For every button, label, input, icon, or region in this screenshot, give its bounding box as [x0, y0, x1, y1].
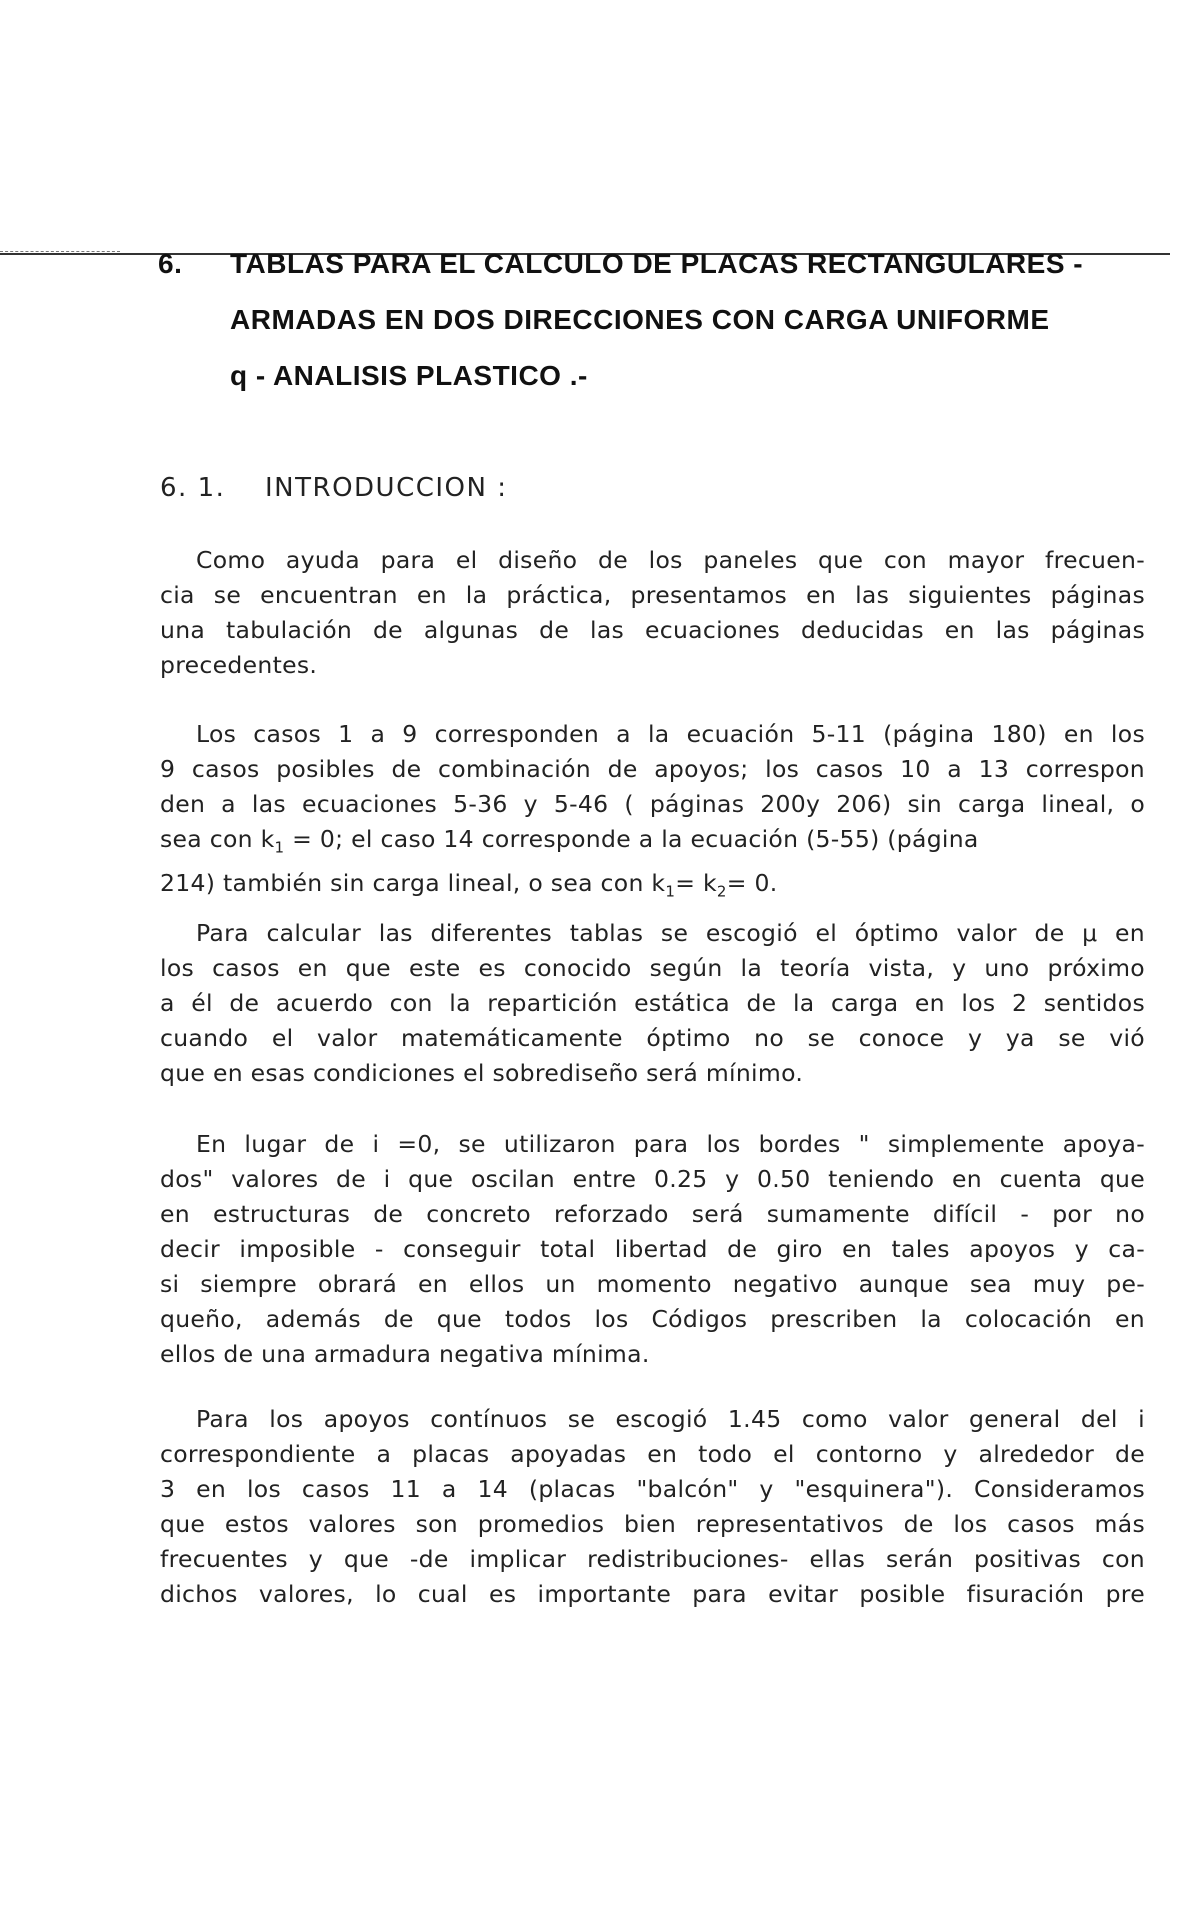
- title-line-2: ARMADAS EN DOS DIRECCIONES CON CARGA UNIFORME: [230, 304, 1050, 335]
- paragraph-4: [160, 1127, 1145, 1372]
- line-text: = 0.: [726, 868, 778, 897]
- scan-artifact-line: [0, 251, 120, 252]
- paragraph-line: queño, además de que todos los Códigos prescriben la colocación en: [160, 1305, 1145, 1333]
- paragraph-line: precedentes.: [160, 651, 318, 679]
- line-text: 214) también sin carga lineal, o sea con k: [160, 868, 666, 897]
- paragraph-line: Como ayuda para el diseño de los paneles que con mayor frecuen-: [196, 546, 1145, 574]
- title-line-1: TABLAS PARA EL CALCULO DE PLACAS RECTANGULARES -: [230, 248, 1084, 279]
- subscript: 1: [665, 882, 676, 901]
- section-number: 6. 1.: [160, 473, 226, 503]
- paragraph-line: que estos valores son promedios bien representativos de los casos más: [160, 1510, 1145, 1538]
- paragraph-line: si siempre obrará en ellos un momento negativo aunque sea muy pe-: [160, 1270, 1145, 1298]
- paragraph-line: Para calcular las diferentes tablas se escogió el óptimo valor de μ en: [196, 919, 1145, 947]
- subscript: 2: [716, 882, 727, 901]
- paragraph-line: en estructuras de concreto reforzado será sumamente difícil - por no: [160, 1200, 1145, 1228]
- paragraph-line: cuando el valor matemáticamente óptimo no se conoce y ya se vió: [160, 1024, 1145, 1052]
- paragraph-line: 3 en los casos 11 a 14 (placas "balcón" y "esquinera"). Consideramos: [160, 1475, 1145, 1503]
- paragraph-line: a él de acuerdo con la repartición estática de la carga en los 2 sentidos: [160, 989, 1145, 1017]
- subscript: 1: [274, 838, 285, 857]
- paragraph-line: correspondiente a placas apoyadas en todo el contorno y alrededor de: [160, 1440, 1145, 1468]
- paragraph-line: 9 casos posibles de combinación de apoyos; los casos 10 a 13 correspon: [160, 755, 1145, 783]
- paragraph-3: [160, 916, 1145, 1091]
- line-text: sea con k: [160, 825, 275, 853]
- paragraph-line: una tabulación de algunas de las ecuaciones deducidas en las páginas: [160, 616, 1145, 644]
- paragraph-5: [160, 1402, 1145, 1612]
- paragraph-line: Para los apoyos contínuos se escogió 1.45 como valor general del i: [196, 1405, 1145, 1433]
- title-line-3: q - ANALISIS PLASTICO .-: [230, 360, 588, 391]
- chapter-number: 6.: [158, 248, 183, 279]
- paragraph-line: que en esas condiciones el sobrediseño será mínimo.: [160, 1059, 804, 1087]
- paragraph-line: frecuentes y que -de implicar redistribuciones- ellas serán positivas con: [160, 1545, 1145, 1573]
- paragraph-line: decir imposible - conseguir total libertad de giro en tales apoyos y ca-: [160, 1235, 1145, 1263]
- line-text: = k: [675, 868, 717, 897]
- paragraph-1: [160, 543, 1145, 683]
- paragraph-line: Los casos 1 a 9 corresponden a la ecuación 5-11 (página 180) en los: [196, 720, 1145, 748]
- paragraph-line: [160, 822, 1145, 866]
- section-title: INTRODUCCION :: [265, 473, 508, 503]
- paragraph-line: ellos de una armadura negativa mínima.: [160, 1340, 650, 1368]
- paragraph-line: dichos valores, lo cual es importante para evitar posible fisuración pre: [160, 1580, 1145, 1608]
- paragraph-line: En lugar de i =0, se utilizaron para los bordes " simplemente apoya-: [196, 1130, 1145, 1158]
- paragraph-line: [160, 866, 1145, 910]
- paragraph-line: den a las ecuaciones 5-36 y 5-46 ( páginas 200y 206) sin carga lineal, o: [160, 790, 1145, 818]
- paragraph-line: cia se encuentran en la práctica, presentamos en las siguientes páginas: [160, 581, 1145, 609]
- section-heading: [160, 473, 508, 503]
- chapter-title: [158, 236, 1160, 404]
- paragraph-line: dos" valores de i que oscilan entre 0.25 y 0.50 teniendo en cuenta que: [160, 1165, 1145, 1193]
- paragraph-2: [160, 717, 1145, 909]
- line-text: = 0; el caso 14 corresponde a la ecuación (5-55) (página: [284, 825, 979, 853]
- paragraph-line: los casos en que este es conocido según la teoría vista, y uno próximo: [160, 954, 1145, 982]
